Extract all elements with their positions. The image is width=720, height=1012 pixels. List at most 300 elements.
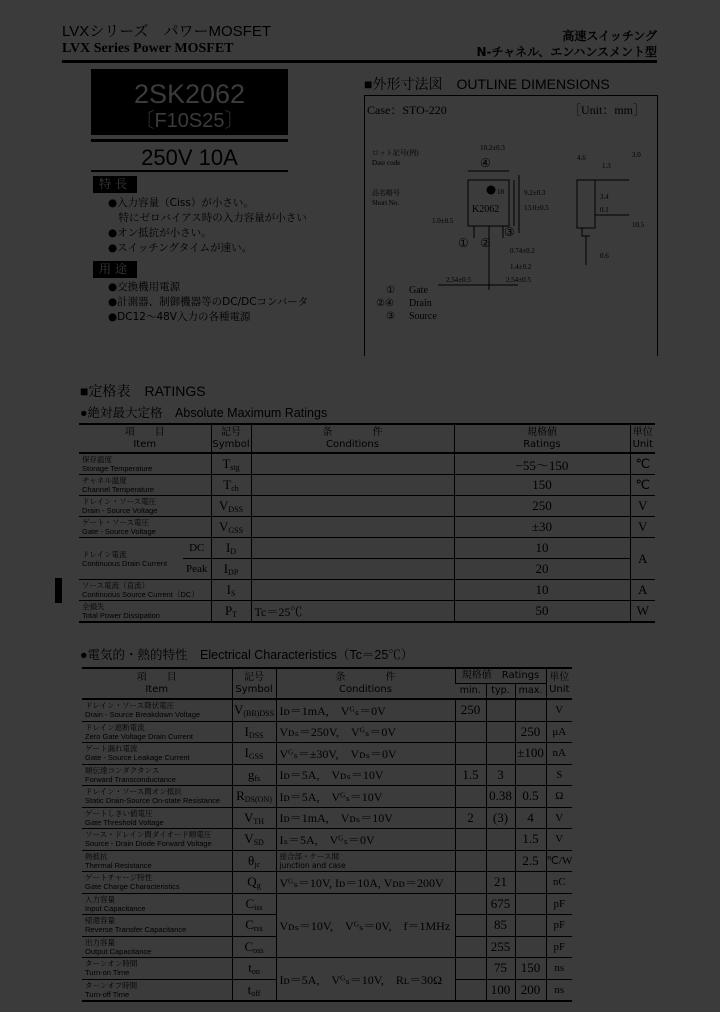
- rating-rule-bottom: [91, 170, 288, 172]
- symbol-cell: [232, 915, 276, 937]
- symbol-cell: [232, 807, 276, 829]
- dim-label: 3.0: [632, 151, 641, 159]
- abs-max-title: ●絶対最大定格 Absolute Maximum Ratings: [80, 406, 328, 420]
- item-name-jp: ドレイン・ソース降伏電圧: [85, 701, 175, 711]
- item-name-en: Storage Temperature: [82, 464, 153, 473]
- typ-value: [486, 721, 515, 743]
- condition-cell: [251, 496, 454, 517]
- item-name-jp: 保存温度: [82, 455, 112, 464]
- pin-legend-name: Drain: [409, 298, 432, 309]
- unit-label: ［Unit：mm］: [569, 103, 646, 117]
- table-row: [82, 721, 572, 743]
- item-name-en: Drain - Source Voltage: [82, 506, 158, 515]
- feature-item: ●入力容量（Ciss）が小さい。: [108, 197, 254, 209]
- min-value: 250: [455, 699, 486, 721]
- header-rule: [62, 60, 657, 63]
- absolute-maximum-ratings-table: [79, 423, 655, 623]
- unit-cell: V: [546, 829, 572, 851]
- min-value: [455, 743, 486, 765]
- dim-label: 2.54±0.5: [506, 276, 531, 284]
- unit-cell: V: [546, 807, 572, 829]
- item-name-en: Gate Charge Characteristics: [85, 882, 180, 892]
- unit-cell: nC: [546, 872, 572, 894]
- rating-value: 20: [454, 559, 630, 580]
- lot-code-en: Date code: [372, 159, 401, 167]
- typ-value: (3): [486, 807, 515, 829]
- typ-value: [486, 699, 515, 721]
- alt-part-number: 〔F10S25〕: [134, 110, 245, 132]
- min-value: [455, 850, 486, 872]
- pin-2-label: ②: [480, 236, 491, 250]
- condition-cell: Iᴅ＝1mA, Vᴳₛ＝0V: [276, 699, 455, 721]
- item-cell: [79, 496, 211, 517]
- condition-cell: [251, 580, 454, 601]
- item-cell: [82, 936, 232, 958]
- symbol-main: I: [244, 723, 249, 739]
- condition-cell: Vᴳₛ＝±30V, Vᴅₛ＝0V: [276, 743, 455, 765]
- item-name-en: Gate - Source Leakage Current: [85, 753, 190, 763]
- symbol-main: V: [243, 809, 254, 825]
- condition-cell: Vᴳₛ＝10V, Iᴅ＝10A, Vᴅᴅ＝200V: [276, 872, 455, 894]
- typ-value: [486, 850, 515, 872]
- item-name-jp: 出力容量: [85, 937, 115, 947]
- item-name-jp: チャネル温度: [82, 476, 127, 485]
- symbol-main: V: [218, 498, 229, 513]
- part-number: 2SK2062: [133, 79, 246, 109]
- max-value: 150: [515, 958, 546, 980]
- lot-code-jp: ロット記号(例): [372, 149, 419, 157]
- condition-cell: Iᴅ＝5A, Vᴅₛ＝10V: [276, 764, 455, 786]
- item-cell: [79, 538, 183, 580]
- symbol-main: g: [247, 766, 255, 782]
- dim-label: 0.1: [600, 206, 609, 214]
- item-name-jp: ドレイン遮断電流: [85, 722, 145, 732]
- condition-cell: [251, 453, 454, 475]
- header-ratings: 規格値 Ratings: [454, 424, 630, 453]
- unit-cell: Ω: [546, 786, 572, 808]
- unit-cell: μA: [546, 721, 572, 743]
- condition-cell: Iᴅ＝1mA, Vᴅₛ＝10V: [276, 807, 455, 829]
- condition-cell: [251, 475, 454, 496]
- symbol-subscript: on: [251, 967, 260, 977]
- unit-cell: pF: [546, 915, 572, 937]
- typ-value: [486, 743, 515, 765]
- feature-item: 特にゼロバイアス時の入力容量が小さい: [108, 212, 307, 224]
- mode-cell: Peak: [183, 559, 211, 580]
- item-name-en: Static Drain-Source On-state Resistance: [85, 796, 221, 806]
- unit-cell: S: [546, 764, 572, 786]
- table-row: [82, 743, 572, 765]
- symbol-cell: [211, 517, 251, 538]
- condition-cell: Vᴅₛ＝10V, Vᴳₛ＝0V, f＝1MHz: [276, 893, 455, 958]
- symbol-subscript: DP: [228, 568, 239, 577]
- short-no-en: Short No.: [372, 199, 400, 207]
- pin-legend-num: ②④: [376, 298, 394, 309]
- unit-cell: pF: [546, 936, 572, 958]
- symbol-subscript: ch: [231, 484, 239, 493]
- symbol-subscript: g: [256, 881, 261, 891]
- min-value: [455, 958, 486, 980]
- feature-tag-line-2: N-チャネル、エンハンスメント型: [476, 45, 657, 59]
- symbol-main: V: [233, 702, 244, 718]
- item-cell: [79, 453, 211, 475]
- symbol-subscript: (BR)DSS: [243, 709, 275, 719]
- dim-label: 4.6: [577, 154, 586, 162]
- max-value: [515, 936, 546, 958]
- dim-label: 0.6: [600, 252, 609, 260]
- item-name-en: Thermal Resistance: [85, 860, 152, 870]
- electrical-title: ●電気的・熱的特性 Electrical Characteristics（Tc＝25℃）: [80, 648, 414, 662]
- symbol-cell: [232, 721, 276, 743]
- symbol-main: T: [223, 477, 232, 492]
- condition-cell: [251, 517, 454, 538]
- max-value: 250: [515, 721, 546, 743]
- symbol-subscript: DSS: [248, 730, 264, 740]
- max-value: 0.5: [515, 786, 546, 808]
- max-value: 1.5: [515, 829, 546, 851]
- table-row: [82, 850, 572, 872]
- item-cell: [82, 721, 232, 743]
- header-symbol: 記号 Symbol: [211, 424, 251, 453]
- short-no-jp: 品名略号: [372, 189, 400, 197]
- min-value: [455, 786, 486, 808]
- item-name-jp: 全損失: [82, 602, 105, 611]
- date-marking: 18: [497, 188, 504, 196]
- condition-cell: Iₛ＝5A, Vᴳₛ＝0V: [276, 829, 455, 851]
- dim-label: 0.74±0.2: [510, 247, 535, 255]
- symbol-subscript: iss: [254, 902, 263, 912]
- symbol-cell: [232, 872, 276, 894]
- item-name-en: Turn-on Time: [85, 968, 130, 978]
- header-max: max.: [515, 683, 546, 699]
- condition-en: junction and case: [279, 860, 346, 870]
- condition-cell: Tc＝25℃: [251, 601, 454, 623]
- table-row: [79, 475, 655, 496]
- item-cell: [82, 807, 232, 829]
- min-value: 1.5: [455, 764, 486, 786]
- symbol-main: t: [247, 981, 252, 997]
- item-name-en: Gate Threshold Voltage: [85, 817, 164, 827]
- symbol-main: θ: [247, 852, 255, 868]
- header-ratings: 規格値 Ratings: [455, 668, 546, 683]
- item-name-en: Forward Transconductance: [85, 774, 176, 784]
- unit-cell: V: [630, 517, 655, 538]
- symbol-cell: [211, 496, 251, 517]
- typ-value: 3: [486, 764, 515, 786]
- typ-value: 675: [486, 893, 515, 915]
- symbol-subscript: D: [230, 547, 237, 556]
- symbol-subscript: stg: [230, 463, 240, 472]
- package-marking: K2062: [472, 204, 500, 215]
- table-row: [82, 958, 572, 980]
- feature-item: ●スイッチングタイムが速い。: [108, 242, 253, 254]
- condition-cell: [251, 559, 454, 580]
- symbol-main: I: [226, 582, 231, 597]
- header-unit: 単位 Unit: [630, 424, 655, 453]
- pin-4-label: ④: [480, 156, 491, 170]
- item-cell: [82, 764, 232, 786]
- item-name-jp: 熱抵抗: [85, 851, 108, 861]
- item-name-en: Gate - Source Voltage: [82, 527, 156, 536]
- item-name-jp: ターンオン時間: [85, 959, 138, 969]
- item-name-jp: 順伝達コンダクタンス: [85, 765, 160, 775]
- symbol-cell: [211, 601, 251, 623]
- max-value: [515, 915, 546, 937]
- item-name-en: Output Capacitance: [85, 946, 152, 956]
- symbol-cell: [232, 699, 276, 721]
- typ-value: 21: [486, 872, 515, 894]
- symbol-subscript: GSS: [228, 526, 244, 535]
- max-value: [515, 764, 546, 786]
- condition-cell: [276, 850, 455, 872]
- min-value: [455, 721, 486, 743]
- outline-title: ■外形寸法図 OUTLINE DIMENSIONS: [364, 76, 610, 92]
- rating-value: 10: [454, 580, 630, 601]
- symbol-main: Q: [247, 874, 257, 890]
- symbol-cell: [211, 453, 251, 475]
- dim-label: 10.2±0.3: [480, 144, 505, 152]
- max-value: [515, 893, 546, 915]
- item-cell: [79, 601, 211, 623]
- table-row: [82, 893, 572, 915]
- max-value: ±100: [515, 743, 546, 765]
- item-name-jp: ゲート漏れ電流: [85, 744, 138, 754]
- symbol-main: R: [236, 788, 245, 804]
- unit-cell: V: [630, 496, 655, 517]
- features-title: 特長: [93, 176, 137, 193]
- item-name-jp: ゲートしきい値電圧: [85, 808, 153, 818]
- symbol-cell: [211, 475, 251, 496]
- item-name-jp: 入力容量: [85, 894, 115, 904]
- min-value: [455, 872, 486, 894]
- item-cell: [79, 580, 211, 601]
- item-name-en: Drain - Source Breakdown Voltage: [85, 710, 201, 720]
- symbol-cell: [232, 958, 276, 980]
- symbol-main: V: [218, 519, 229, 534]
- symbol-main: P: [224, 603, 233, 618]
- symbol-cell: [211, 538, 251, 559]
- item-cell: [82, 786, 232, 808]
- min-value: [455, 893, 486, 915]
- unit-cell: V: [546, 699, 572, 721]
- header-min: min.: [455, 683, 486, 699]
- rating-value: −55～150: [454, 453, 630, 475]
- symbol-subscript: fs: [254, 773, 261, 783]
- item-name-en: Input Capacitance: [85, 903, 146, 913]
- table-row: [79, 538, 655, 559]
- item-name-jp: 帰還容量: [85, 916, 115, 926]
- symbol-main: C: [244, 938, 254, 954]
- pin-legend-num: ①: [386, 285, 395, 296]
- typ-value: 75: [486, 958, 515, 980]
- feature-item: ●オン抵抗が小さい。: [108, 227, 212, 239]
- unit-cell: pF: [546, 893, 572, 915]
- item-cell: [82, 893, 232, 915]
- item-cell: [79, 475, 211, 496]
- item-name-jp: ターンオフ時間: [85, 980, 138, 990]
- table-row: [79, 496, 655, 517]
- item-name-en: Reverse Transfer Capacitance: [85, 925, 187, 935]
- dim-label: 2.54±0.5: [446, 276, 471, 284]
- table-row: [82, 829, 572, 851]
- condition-cell: Iᴅ＝5A, Vᴳₛ＝10V, Rʟ＝30Ω: [276, 958, 455, 1002]
- condition-jp: 接合部・ケース間: [279, 851, 340, 861]
- page-edge-marker: [55, 578, 62, 603]
- table-row: [79, 601, 655, 623]
- symbol-cell: [211, 559, 251, 580]
- header-conditions: 条 件 Conditions: [276, 668, 455, 699]
- min-value: [455, 829, 486, 851]
- max-value: [515, 699, 546, 721]
- pin-3-label: ③: [504, 225, 515, 239]
- application-item: ●DC12～48V入力の各種電源: [108, 311, 251, 323]
- symbol-subscript: S: [230, 589, 236, 598]
- symbol-cell: [232, 850, 276, 872]
- item-name-en: Channel Temperature: [82, 485, 154, 494]
- condition-cell: Vᴅₛ＝250V, Vᴳₛ＝0V: [276, 721, 455, 743]
- dim-label: 1.3: [602, 162, 611, 170]
- max-value: 2.5: [515, 850, 546, 872]
- symbol-subscript: off: [251, 988, 261, 998]
- symbol-cell: [232, 893, 276, 915]
- symbol-main: T: [222, 456, 231, 471]
- symbol-main: I: [225, 540, 231, 555]
- rating-value: 150: [454, 475, 630, 496]
- symbol-subscript: jc: [254, 859, 260, 869]
- max-value: [515, 872, 546, 894]
- item-name-jp: ドレイン・ソース電圧: [82, 497, 157, 506]
- min-value: 2: [455, 807, 486, 829]
- item-cell: [82, 743, 232, 765]
- series-title-en: LVX Series Power MOSFET: [62, 41, 234, 56]
- outline-drawing: [364, 95, 657, 335]
- condition-cell: [251, 538, 454, 559]
- dim-label: 1.0±0.5: [432, 217, 454, 225]
- dim-label: 10.5: [632, 221, 645, 229]
- table-row: [79, 517, 655, 538]
- symbol-cell: [232, 786, 276, 808]
- item-name-jp: ソース・ドレイン間ダイオード順電圧: [85, 830, 212, 840]
- symbol-subscript: oss: [253, 945, 264, 955]
- item-name-jp: ゲート・ソース電圧: [82, 518, 150, 527]
- symbol-cell: [232, 743, 276, 765]
- unit-cell: ns: [546, 958, 572, 980]
- table-row: [82, 764, 572, 786]
- pin-legend-num: ③: [386, 311, 395, 322]
- unit-cell: ℃/W: [546, 850, 572, 872]
- dim-label: 9.2±0.3: [524, 189, 546, 197]
- item-name-en: Total Power Dissipation: [82, 611, 160, 620]
- item-cell: [82, 699, 232, 721]
- case-label: Case：STO-220: [367, 103, 447, 117]
- item-name-jp: ドレイン・ソース間オン抵抗: [85, 787, 182, 797]
- typ-value: 0.38: [486, 786, 515, 808]
- application-item: ●計測器、制御機器等のDC/DCコンバータ: [108, 296, 309, 308]
- symbol-subscript: GSS: [248, 752, 264, 762]
- symbol-cell: [232, 936, 276, 958]
- unit-cell: ℃: [630, 475, 655, 496]
- dim-label: 1.4±0.2: [510, 263, 532, 271]
- header-symbol: 記号 Symbol: [232, 668, 276, 699]
- unit-cell: ns: [546, 979, 572, 1001]
- typ-value: 255: [486, 936, 515, 958]
- symbol-cell: [232, 829, 276, 851]
- max-value: 200: [515, 979, 546, 1001]
- item-name-en: Source - Drain Diode Forward Voltage: [85, 839, 212, 849]
- symbol-main: C: [245, 917, 254, 933]
- unit-cell: nA: [546, 743, 572, 765]
- header-item: 項 目 Item: [136, 671, 177, 695]
- unit-cell: W: [630, 601, 655, 623]
- rating-value: 10: [454, 538, 630, 559]
- item-cell: [82, 872, 232, 894]
- dim-label: 13.0±0.5: [524, 204, 549, 212]
- table-row: [79, 453, 655, 475]
- symbol-subscript: DSS: [228, 505, 244, 514]
- item-cell: [82, 850, 232, 872]
- unit-cell: ℃: [630, 453, 655, 475]
- symbol-main: t: [248, 960, 252, 976]
- symbol-cell: [232, 979, 276, 1001]
- symbol-main: I: [223, 561, 229, 576]
- item-name-jp: ゲートチャージ特性: [85, 873, 153, 883]
- series-title-jp: LVXシリーズ パワーMOSFET: [62, 23, 271, 40]
- symbol-main: C: [245, 895, 255, 911]
- symbol-subscript: DS(ON): [244, 795, 272, 805]
- feature-tag-line-1: 高速スイッチング: [562, 29, 657, 43]
- symbol-subscript: T: [232, 610, 238, 619]
- min-value: [455, 979, 486, 1001]
- header-typ: typ.: [486, 683, 515, 699]
- item-cell: [82, 915, 232, 937]
- typ-value: 100: [486, 979, 515, 1001]
- condition-cell: Iᴅ＝5A, Vᴳₛ＝10V: [276, 786, 455, 808]
- pin-legend-name: Source: [409, 311, 437, 322]
- symbol-main: V: [244, 831, 254, 847]
- unit-cell: A: [630, 580, 655, 601]
- rating-value: 50: [454, 601, 630, 623]
- dim-label: 3.4: [600, 193, 609, 201]
- electrical-characteristics-table: [82, 667, 572, 1002]
- table-row: [82, 807, 572, 829]
- item-cell: [79, 517, 211, 538]
- table-row: [79, 580, 655, 601]
- max-value: 4: [515, 807, 546, 829]
- item-name-jp: ドレイン電流: [82, 549, 127, 559]
- item-name-en: Zero Gate Voltage Drain Current: [85, 731, 193, 741]
- symbol-main: I: [244, 745, 249, 761]
- header-item: 項 目 Item: [124, 426, 165, 450]
- table-row: [82, 872, 572, 894]
- pin-1-label: ①: [458, 236, 469, 250]
- min-value: [455, 936, 486, 958]
- typ-value: [486, 829, 515, 851]
- symbol-subscript: rss: [253, 924, 263, 934]
- item-name-jp: ソース電流（直流）: [82, 581, 150, 590]
- table-row: [82, 699, 572, 721]
- header-conditions: 条 件 Conditions: [251, 424, 454, 453]
- unit-cell: A: [630, 538, 655, 580]
- part-number-box: [91, 69, 288, 135]
- item-cell: [82, 958, 232, 980]
- header-unit: 単位 Unit: [546, 668, 572, 699]
- symbol-subscript: TH: [253, 816, 265, 826]
- min-value: [455, 915, 486, 937]
- application-item: ●交換機用電源: [108, 281, 181, 293]
- pin-legend-name: Gate: [409, 285, 428, 296]
- table-row: [82, 786, 572, 808]
- item-name-en: Continuous Source Current（DC）: [82, 590, 199, 599]
